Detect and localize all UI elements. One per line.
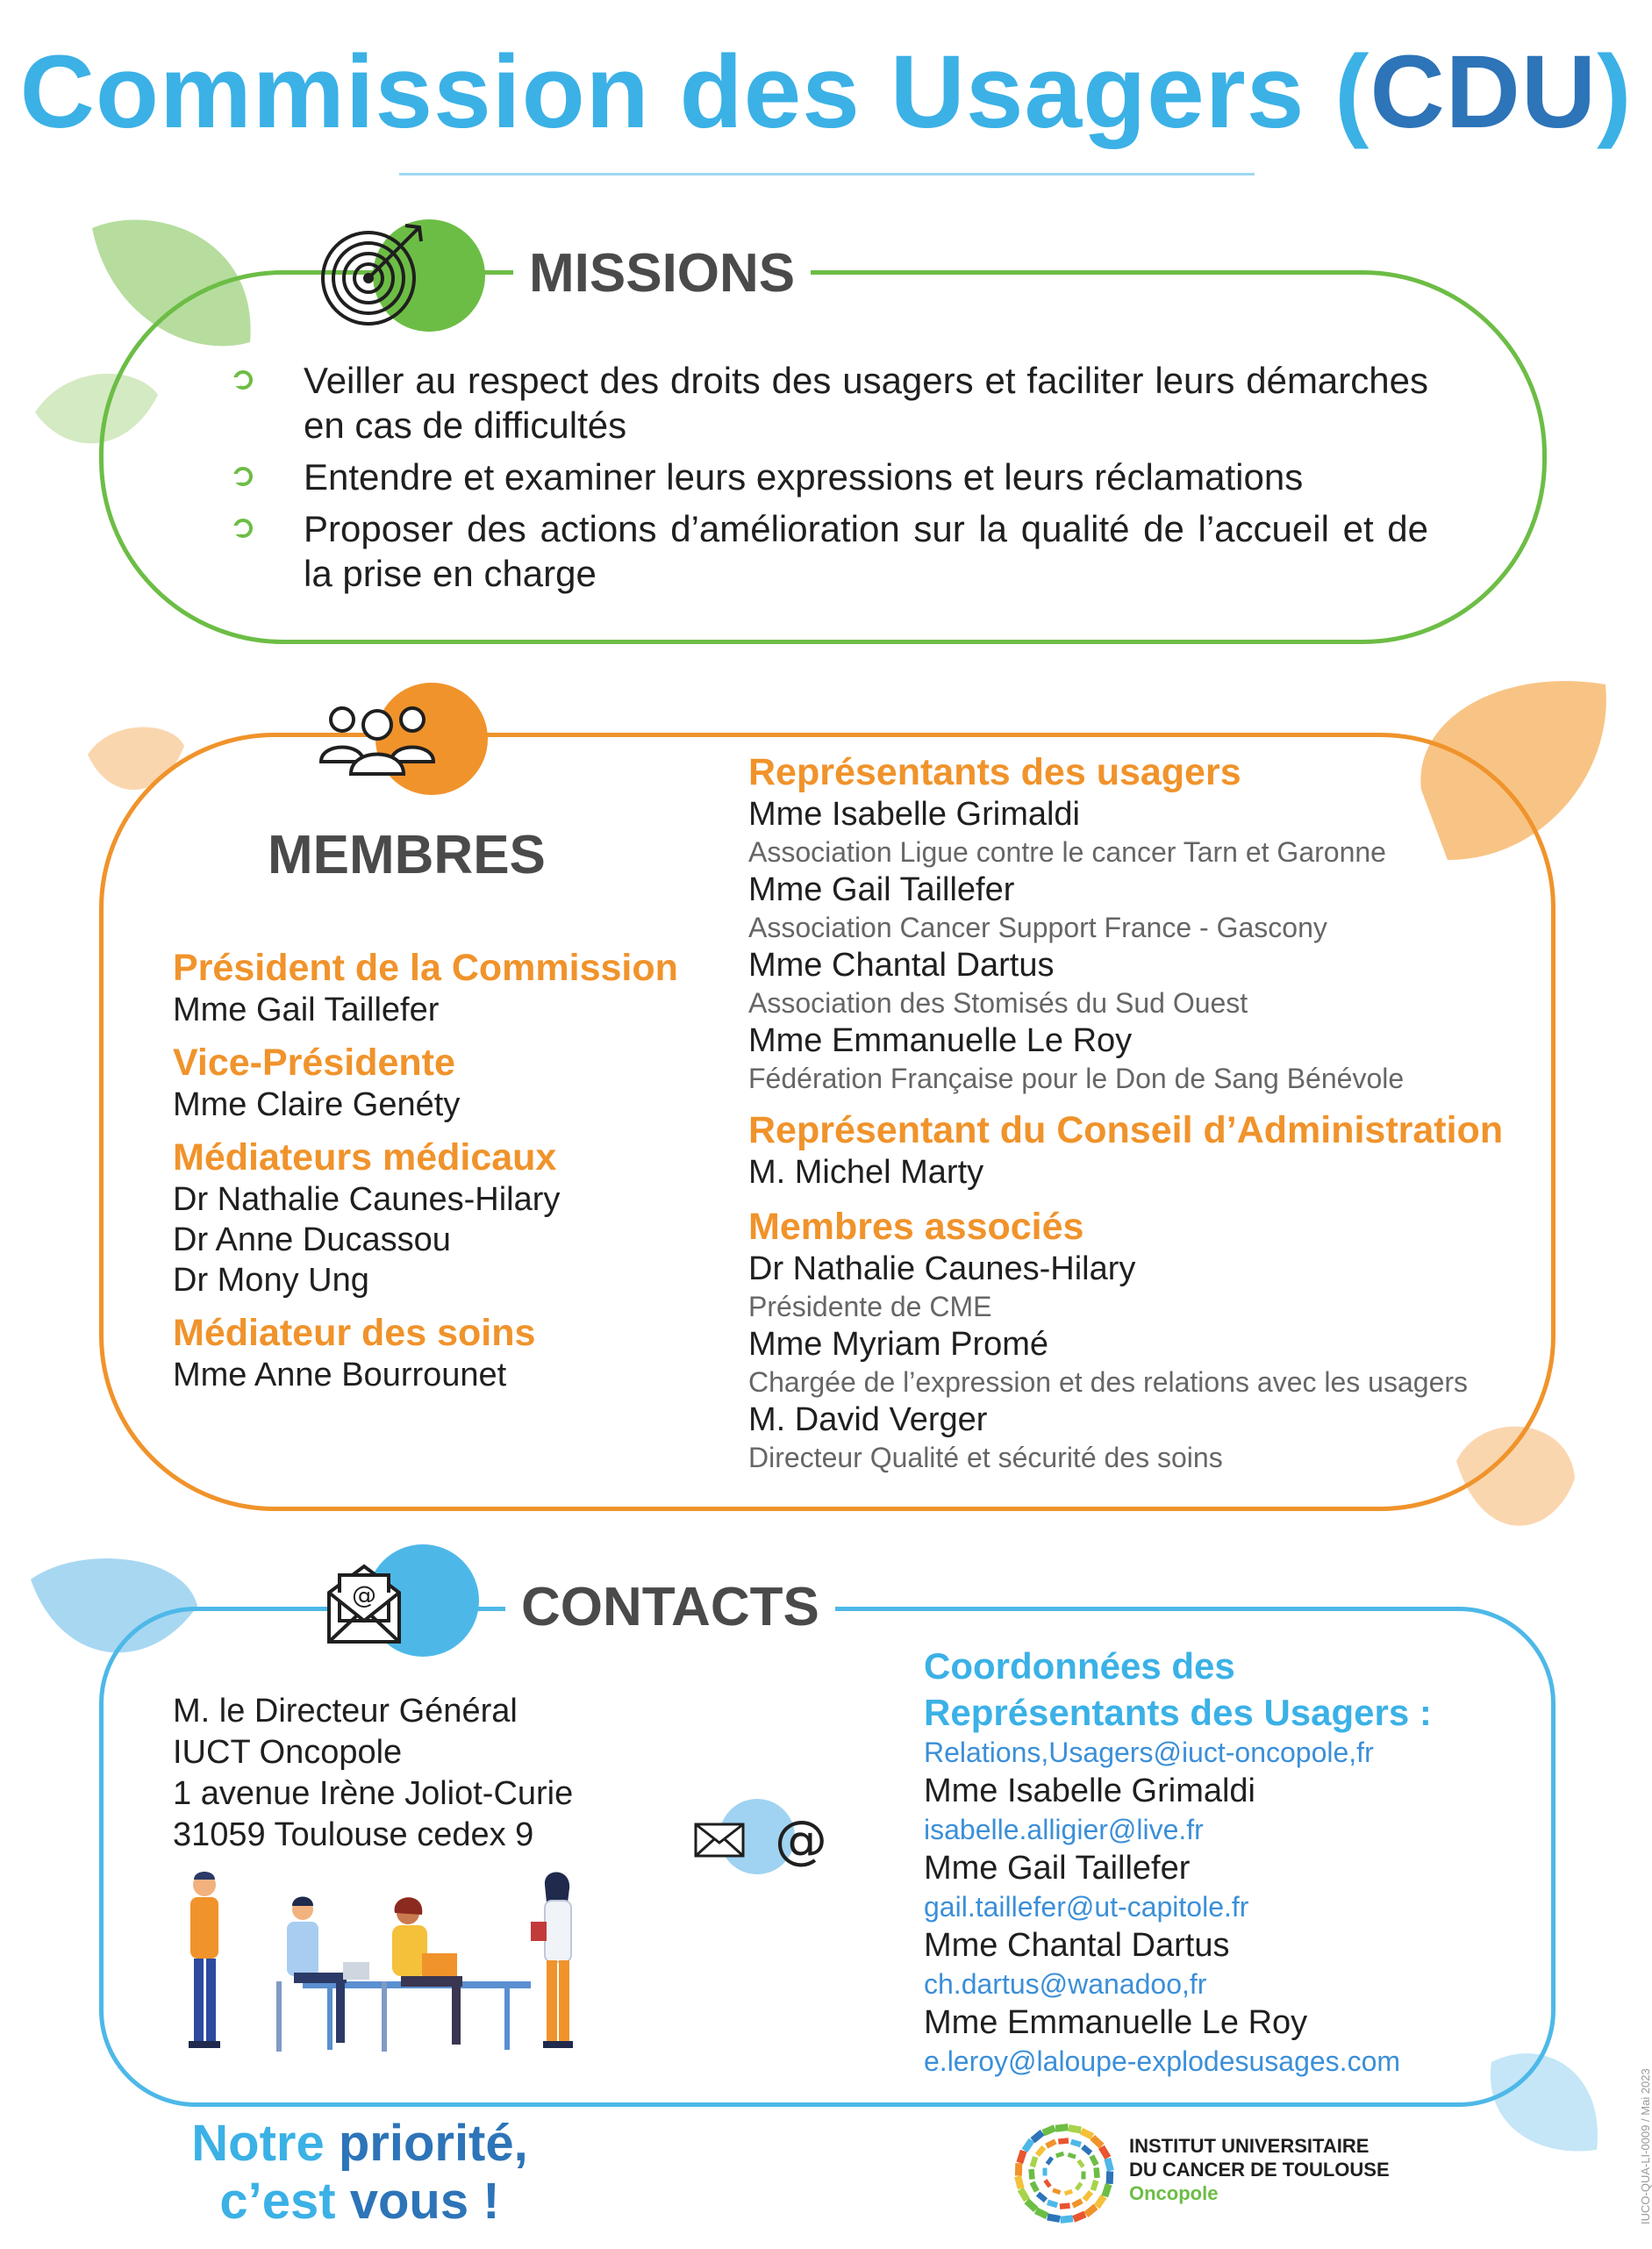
missions-list <box>226 358 1428 603</box>
coordonnees-title <box>924 1643 1432 1736</box>
list-item <box>226 455 1428 499</box>
logo-petal <box>1064 2189 1073 2196</box>
logo-petal <box>1014 2175 1024 2189</box>
logo-petal <box>1036 2192 1048 2202</box>
title-text: Commission des Usagers <box>19 34 1335 150</box>
role-president: Président de la Commission <box>173 947 678 989</box>
member-name: Dr Mony Ung <box>173 1262 369 1299</box>
logo-petal <box>1058 2138 1069 2145</box>
address-line: IUCT Oncopole <box>173 1734 403 1771</box>
logo-petal <box>1060 2202 1070 2210</box>
iuct-logo-icon <box>1007 2116 1121 2231</box>
role-mediateur-soins: Médiateur des soins <box>173 1312 536 1354</box>
bullet-icon <box>233 370 253 390</box>
address-line: M. le Directeur Général <box>173 1693 518 1730</box>
mission-text: Veiller au respect des droits des usagers et faciliter leurs démarches en cas de difficultés <box>304 360 1428 446</box>
member-name: M. David Verger <box>748 1401 988 1438</box>
member-function: Chargée de l’expression et des relations avec les usagers <box>748 1366 1469 1398</box>
contact-email-link[interactable]: gail.taillefer@ut-capitole.fr <box>924 1891 1249 1923</box>
document-reference: IUCO-QUA-LI-0009 / Mai 2023 <box>1639 2068 1652 2224</box>
coordonnees-title-line: Représentants des Usagers : <box>924 1692 1432 1733</box>
logo-petal <box>1030 2156 1039 2167</box>
logo-petal <box>1070 2139 1082 2148</box>
title-acronym: CDU <box>1370 34 1598 150</box>
logo-petal <box>1028 2169 1035 2180</box>
contact-name: Mme Emmanuelle Le Roy <box>924 2004 1308 2041</box>
logo-petal <box>1016 2150 1026 2164</box>
membres-heading: MEMBRES <box>268 820 546 891</box>
logo-petal <box>1030 2181 1040 2192</box>
contact-email-link[interactable]: ch.dartus@wanadoo,fr <box>924 1968 1207 2000</box>
contact-name: Mme Chantal Dartus <box>924 1927 1230 1964</box>
logo-petal <box>1047 2200 1058 2209</box>
address-line: 1 avenue Irène Joliot-Curie <box>173 1775 574 1812</box>
logo-petal <box>1060 2215 1073 2224</box>
address-line: 31059 Toulouse cedex 9 <box>173 1816 534 1853</box>
member-association: Fédération Française pour le Don de Sang Bénévole <box>748 1063 1405 1094</box>
slogan-word: c’est <box>219 2173 350 2230</box>
contact-name: Mme Gail Taillefer <box>924 1850 1191 1887</box>
logo-petal <box>1091 2180 1099 2191</box>
slogan <box>132 2115 588 2231</box>
role-representants-usagers: Représentants des usagers <box>748 751 1241 793</box>
people-group-icon <box>316 693 439 781</box>
logo-petal <box>1034 2208 1048 2220</box>
mail-icon <box>693 1822 746 1859</box>
list-item <box>226 506 1428 596</box>
member-name: Mme Myriam Promé <box>748 1326 1049 1363</box>
member-name: Mme Emmanuelle Le Roy <box>748 1022 1133 1059</box>
list-item <box>226 358 1428 448</box>
logo-petal <box>1104 2158 1113 2172</box>
member-name: M. Michel Marty <box>748 1154 984 1191</box>
bullet-icon <box>233 519 253 538</box>
logo-line: INSTITUT UNIVERSITAIRE <box>1129 2135 1370 2157</box>
logo-petal <box>1080 2128 1094 2140</box>
logo-petal <box>1072 2211 1086 2223</box>
logo-petal <box>1052 2188 1061 2195</box>
logo-petal <box>1068 2152 1076 2159</box>
role-mediateurs-medicaux: Médiateurs médicaux <box>173 1136 557 1178</box>
logo-line: DU CANCER DE TOULOUSE <box>1129 2159 1390 2181</box>
bullet-icon <box>233 467 253 486</box>
team-meeting-illustration <box>171 1867 592 2056</box>
logo-petal <box>1083 2190 1093 2202</box>
logo-petal <box>1055 2152 1064 2159</box>
logo-petal <box>1071 2198 1083 2208</box>
member-name: Mme Claire Genéty <box>173 1086 461 1123</box>
contacts-heading: CONTACTS <box>505 1572 835 1643</box>
title-paren-close: ) <box>1597 34 1633 150</box>
logo-petal <box>1101 2183 1112 2197</box>
member-association: Association Cancer Support France - Gascony <box>748 912 1327 943</box>
member-function: Directeur Qualité et sécurité des soins <box>748 1442 1223 1473</box>
member-association: Association Ligue contre le cancer Tarn et Garonne <box>748 836 1386 868</box>
contact-email-link[interactable]: e.leroy@laloupe-explodesusages.com <box>924 2045 1401 2077</box>
at-sign-icon: @ <box>775 1809 827 1871</box>
contact-email-link[interactable]: isabelle.alligier@live.fr <box>924 1814 1204 1845</box>
logo-petal <box>1045 2138 1056 2148</box>
logo-petal <box>1093 2167 1100 2178</box>
mission-text: Proposer des actions d’amélioration sur la qualité de l’accueil et de la prise en charge <box>304 508 1428 594</box>
logo-petal <box>1081 2145 1092 2155</box>
member-name: Dr Nathalie Caunes-Hilary <box>173 1181 561 1218</box>
membres-right-column <box>748 750 1520 1475</box>
logo-petal <box>1015 2163 1022 2176</box>
svg-text:@: @ <box>352 1580 376 1609</box>
member-name: Mme Gail Taillefer <box>173 992 440 1028</box>
logo-petal <box>1075 2181 1083 2190</box>
logo-petal <box>1047 2213 1061 2222</box>
logo-petal <box>1068 2124 1082 2133</box>
coordonnees-list <box>924 1735 1555 2079</box>
iuct-logo-text <box>1129 2134 1390 2205</box>
envelope-at-icon <box>311 1549 417 1654</box>
contact-name: Mme Isabelle Grimaldi <box>924 1773 1255 1809</box>
member-name: Mme Chantal Dartus <box>748 947 1055 984</box>
logo-petal <box>1055 2124 1069 2132</box>
general-email-link[interactable]: Relations,Usagers@iuct-oncopole,fr <box>924 1737 1374 1768</box>
member-function: Présidente de CME <box>748 1291 992 1322</box>
role-vice-presidente: Vice-Présidente <box>173 1042 455 1084</box>
logo-petal <box>1106 2171 1113 2184</box>
postal-address <box>173 1691 573 1856</box>
coordonnees-title-line: Coordonnées des <box>924 1645 1235 1687</box>
role-membres-associes: Membres associés <box>748 1206 1084 1248</box>
mission-text: Entendre et examiner leurs expressions et leurs réclamations <box>304 456 1304 498</box>
member-name: Mme Isabelle Grimaldi <box>748 796 1080 833</box>
role-conseil-administration: Représentant du Conseil d’Administration <box>748 1109 1504 1151</box>
slogan-word: Notre <box>191 2115 339 2172</box>
slogan-word: priorité, <box>338 2115 528 2172</box>
member-name: Mme Anne Bourrounet <box>173 1357 507 1393</box>
logo-petal <box>1035 2145 1046 2157</box>
slogan-word: vous ! <box>349 2173 500 2230</box>
member-name: Dr Anne Ducassou <box>173 1221 451 1258</box>
member-association: Association des Stomisés du Sud Ouest <box>748 987 1248 1019</box>
title-divider <box>399 173 1255 175</box>
missions-heading: MISSIONS <box>513 239 811 309</box>
title-paren-open: ( <box>1334 34 1370 150</box>
logo-petal <box>1082 2172 1086 2180</box>
logo-petal <box>1089 2154 1098 2166</box>
member-name: Dr Nathalie Caunes-Hilary <box>748 1250 1136 1287</box>
page-title <box>0 26 1652 158</box>
member-name: Mme Gail Taillefer <box>748 871 1015 908</box>
logo-petal <box>1046 2156 1054 2165</box>
logo-petal <box>1042 2124 1056 2136</box>
logo-line: Oncopole <box>1129 2182 1219 2204</box>
logo-petal <box>1043 2168 1048 2176</box>
logo-petal <box>1076 2159 1084 2168</box>
membres-left-column <box>173 939 769 1395</box>
logo-petal <box>1043 2179 1051 2188</box>
target-icon <box>314 215 437 338</box>
